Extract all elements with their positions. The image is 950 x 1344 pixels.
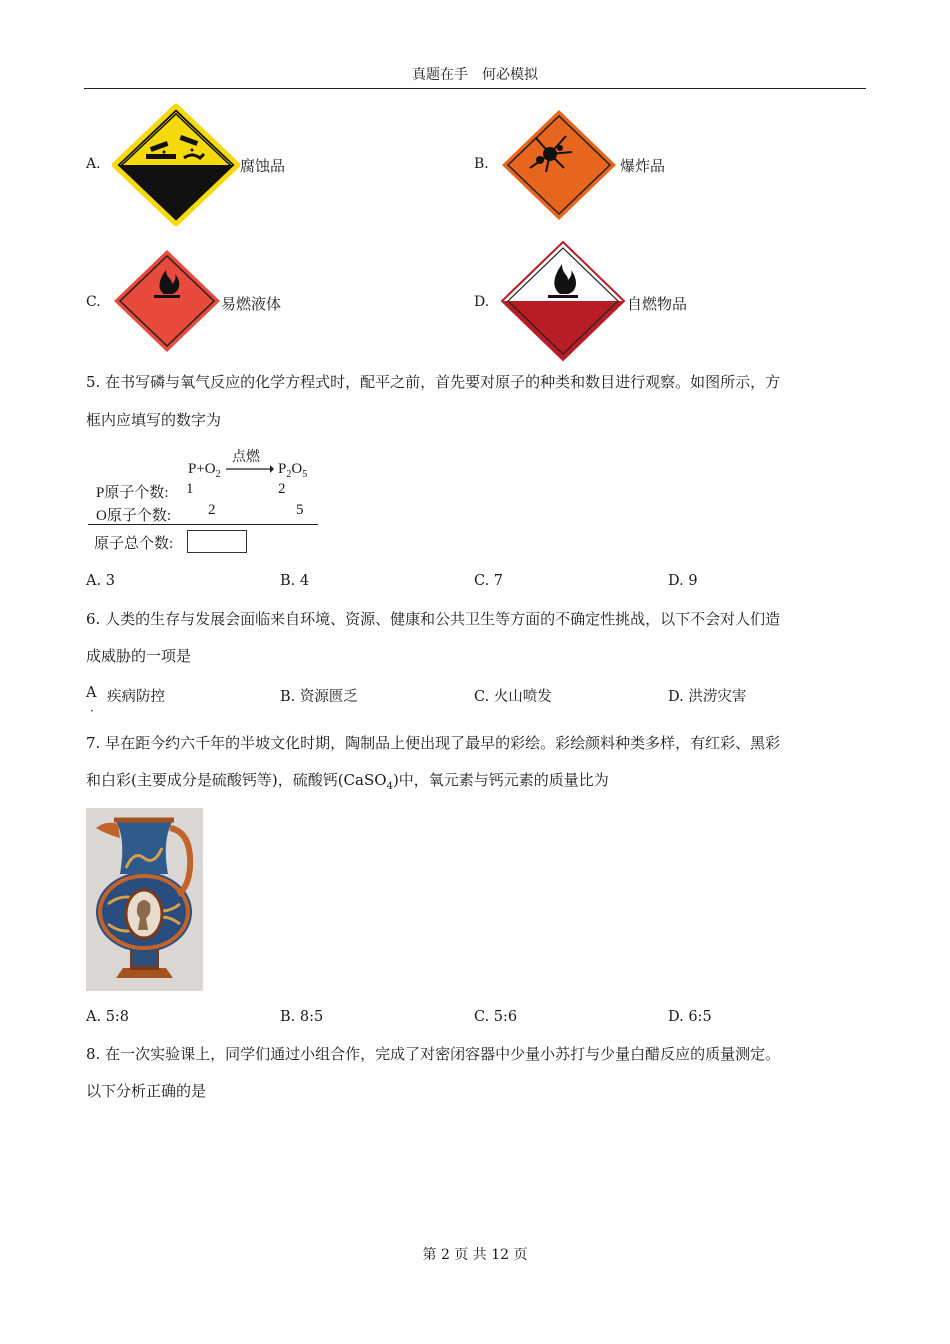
q7-choice-b: B. 8:5 [280,1009,324,1025]
page-footer: 第 2 页 共 12 页 [422,1247,528,1263]
option-d-letter: D. [474,294,490,310]
q6-choice-a-text: 疾病防控 [107,689,165,705]
o-left-count: 2 [208,502,216,518]
painted-pottery-jug-image [86,808,203,991]
q5-equation-figure [84,444,324,559]
o-right-count: 5 [296,502,304,518]
total-row-label: 原子总个数: [94,536,174,552]
o-row-label: O原子个数: [96,508,172,524]
reaction-condition: 点燃 [232,449,260,465]
q8-text-line1: 8. 在一次实验课上，同学们通过小组合作，完成了对密闭容器中少量小苏打与少量白醋反应的质量测定。 [86,1045,781,1063]
page-header: 真题在手 何必模拟 [412,67,538,83]
p-row-label: P原子个数: [96,485,169,501]
option-a-label: 腐蚀品 [240,157,286,175]
q6-text-line2: 成威胁的一项是 [86,647,192,665]
q5-choice-d: D. 9 [668,573,698,589]
reaction-arrow-icon [226,464,274,474]
q5-choice-b: B. 4 [280,573,310,589]
q6-choice-c: C. 火山喷发 [474,689,552,705]
q6-text-line1: 6. 人类的生存与发展会面临来自环境、资源、健康和公共卫生等方面的不确定性挑战，以下不会对人们造 [86,610,781,628]
p-right-count: 2 [278,481,286,497]
q5-text-line2: 框内应填写的数字为 [86,411,222,429]
q7-text-line1: 7. 早在距今约六千年的半坡文化时期，陶制品上便出现了最早的彩绘。彩绘颜料种类多样，有红彩、黑彩 [86,734,781,752]
corrosive-sign-icon [112,104,240,226]
option-c-label: 易燃液体 [221,295,282,313]
option-c-letter: C. [86,294,101,310]
product: $P_2O_5$ [278,461,308,480]
flammable-liquid-sign-icon [112,248,222,354]
explosive-sign-icon [500,108,618,222]
reactants: $P+O_2$ [188,461,221,480]
q6-choice-b: B. 资源匮乏 [280,689,358,705]
q6-choice-a-dot: ． [90,700,103,714]
answer-box [187,530,247,553]
q7-choice-d: D. 6:5 [668,1009,712,1025]
q7-text-line2: 和白彩(主要成分是硫酸钙等)，硫酸钙(CaSO$_4$)中，氧元素与钙元素的质量比为 [86,771,609,792]
option-d-label: 自燃物品 [627,295,688,313]
p-left-count: 1 [186,481,194,497]
q5-choice-a: A. 3 [86,573,115,589]
spontaneous-combustion-sign-icon [500,240,626,362]
q5-choice-c: C. 7 [474,573,504,589]
figure-divider [88,524,318,525]
q6-choice-a-letter: A [86,685,97,701]
q7-choice-c: C. 5:6 [474,1009,518,1025]
header-divider [84,88,866,89]
q8-text-line2: 以下分析正确的是 [86,1082,207,1100]
q7-choice-a: A. 5:8 [86,1009,130,1025]
q5-text-line1: 5. 在书写磷与氧气反应的化学方程式时，配平之前，首先要对原子的种类和数目进行观察。如图所示，方 [86,373,781,391]
option-a-letter: A. [86,156,101,172]
q6-choice-d: D. 洪涝灾害 [668,689,747,705]
option-b-label: 爆炸品 [620,157,666,175]
option-b-letter: B. [474,156,489,172]
